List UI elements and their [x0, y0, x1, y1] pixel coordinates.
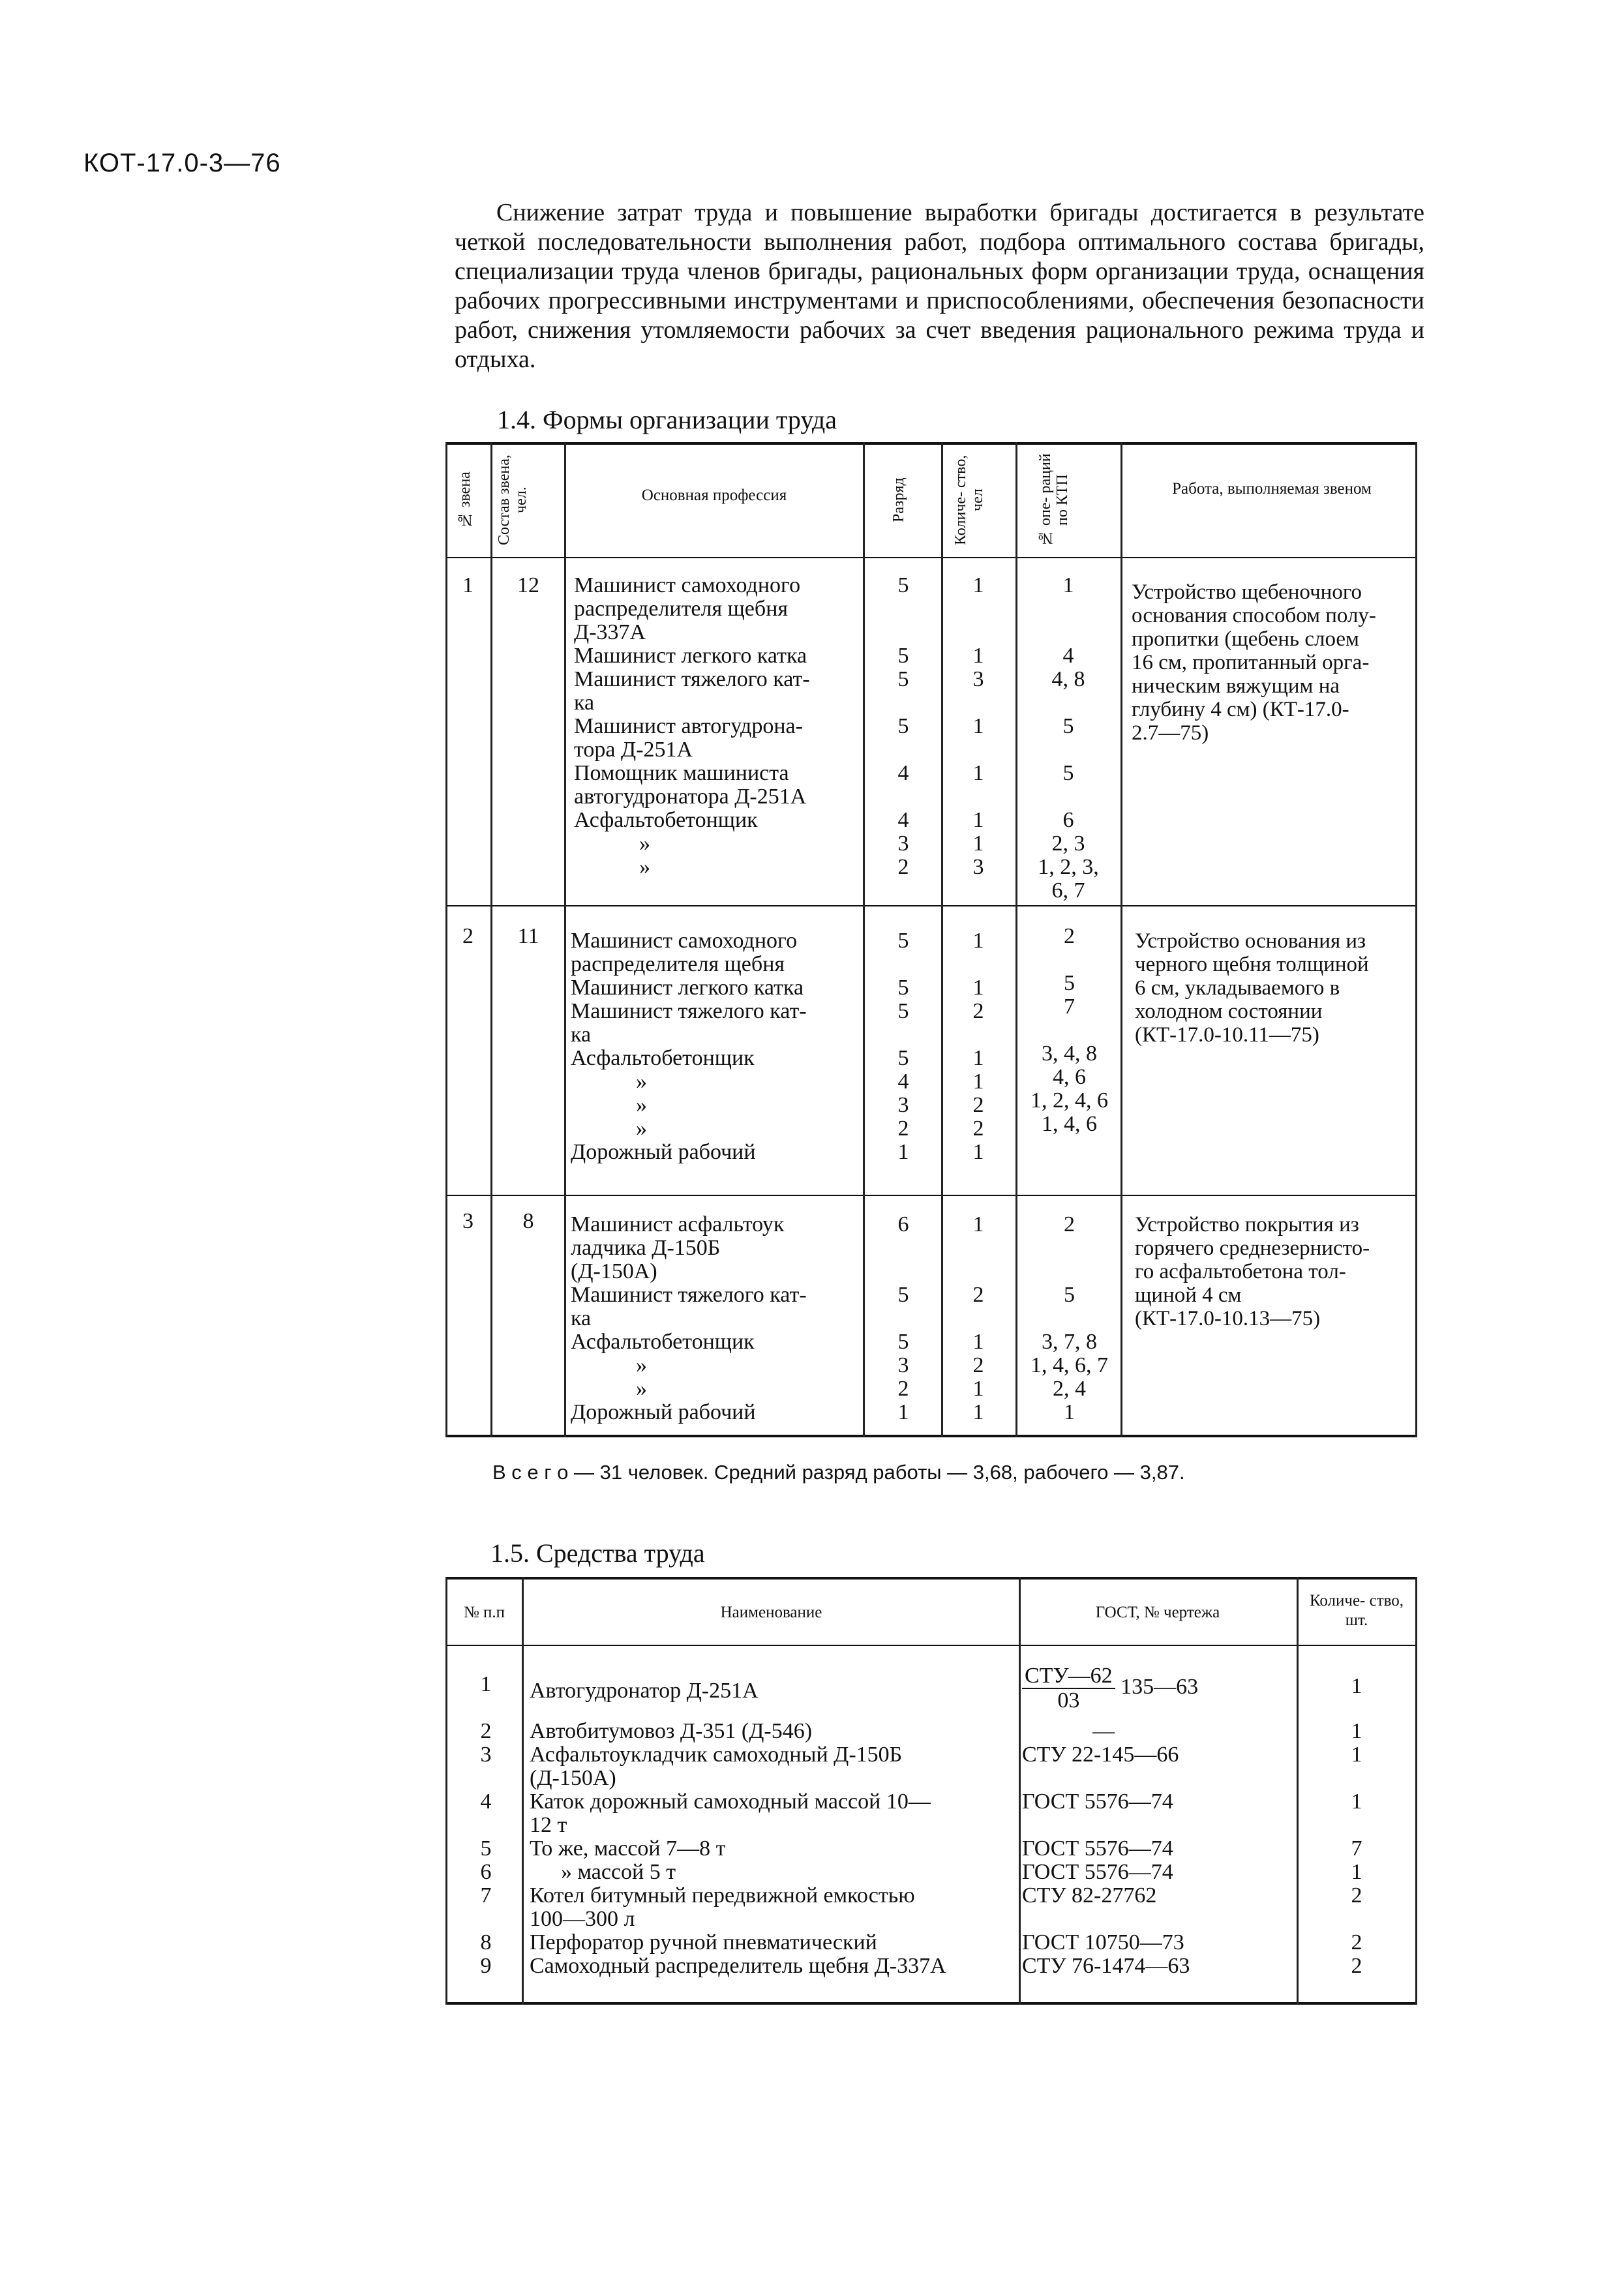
column-border — [1297, 1577, 1299, 2005]
table-row-name: Самоходный распределитель щебня Д-337А — [530, 1954, 946, 1978]
table-row-no: 6 — [480, 1860, 492, 1884]
table-row-gost: ГОСТ 5576—74 — [1022, 1836, 1173, 1861]
group-work-description: Устройство покрытия из горячего среднезернисто- го асфальтобетона тол- щиной 4 см (КТ-17.0-10.13—75) — [1135, 1213, 1370, 1330]
column-border — [445, 442, 447, 1437]
column-border — [941, 442, 943, 1437]
table-row-count: 1 — [1351, 1719, 1362, 1743]
group-operations: 1 4 4, 8 5 5 6 2, 3 1, 2, 3, 6, 7 — [1038, 573, 1099, 903]
header-bottom-rule — [445, 1645, 1417, 1646]
column-border — [1015, 442, 1017, 1437]
table-top-rule — [445, 442, 1417, 445]
group-work-description: Устройство щебеночного основания способом полу- пропитки (щебень слоем 16 см, пропитанный орга- ническим вяжущим на глубину 4 см) (КТ-17.0- 2.7—75) — [1132, 580, 1376, 745]
header-operations: № опе- раций по КТП — [1037, 453, 1071, 547]
table-row-gost: $\frac{\text{СТУ—62}}{03}$ 135—63 — [1022, 1664, 1293, 1713]
column-border — [490, 442, 492, 1437]
group-grades: 6 5 5 3 2 1 — [897, 1212, 909, 1424]
header-count: Количе- ство, шт. — [1309, 1592, 1404, 1629]
total-summary: В с е г о — 31 человек. Средний разряд работы — 3,68, рабочего — 3,87. — [492, 1461, 1185, 1484]
column-border — [445, 1577, 447, 2005]
document-code: КОТ-17.0-3—76 — [83, 149, 281, 177]
column-border — [522, 1577, 524, 2005]
table-row-no: 7 — [480, 1883, 492, 1908]
group-operations: 2 5 3, 7, 8 1, 4, 6, 7 2, 4 1 — [1030, 1212, 1108, 1424]
table-row-name: » массой 5 т — [561, 1860, 676, 1884]
column-border — [1415, 442, 1417, 1437]
table-row-name: Котел битумный передвижной емкостью 100—300 л — [530, 1883, 915, 1931]
table-row-name: Автогудронатор Д-251А — [530, 1679, 759, 1703]
table-row-name: То же, массой 7—8 т — [530, 1836, 726, 1861]
group-professions: Машинист самоходного распределителя щебня Машинист легкого катка Машинист тяжелого кат- ка Асфальтобетонщик » » » Дорожный рабочий — [571, 929, 807, 1164]
table-row-no: 5 — [480, 1836, 492, 1861]
group-counts: 1 1 2 1 1 2 2 1 — [972, 929, 984, 1164]
header-item-no: № п.п — [463, 1604, 505, 1621]
group-size: 12 — [517, 573, 539, 597]
table-row-no: 2 — [480, 1719, 492, 1743]
table-row-gost: СТУ 82-27762 — [1022, 1883, 1157, 1908]
group-counts: 1 1 3 1 1 1 1 3 — [972, 573, 984, 879]
group-number: 1 — [462, 573, 474, 597]
header-sostav: Состав звена, чел. — [496, 455, 530, 546]
group-size: 8 — [522, 1209, 534, 1233]
column-border — [1019, 1577, 1021, 2005]
table-row-gost: СТУ 22-145—66 — [1022, 1743, 1179, 1767]
column-border — [1415, 1577, 1417, 2005]
group-professions: Машинист асфальтоук ладчика Д-150Б (Д-150А) Машинист тяжелого кат- ка Асфальтобетонщик » » Дорожный рабочий — [571, 1212, 807, 1424]
table-row-gost: СТУ 76-1474—63 — [1022, 1954, 1190, 1978]
table-row-no: 4 — [480, 1789, 492, 1814]
group-operations: 2 5 7 3, 4, 8 4, 6 1, 2, 4, 6 1, 4, 6 — [1030, 924, 1108, 1136]
table-row-no: 9 — [480, 1954, 492, 1978]
intro-paragraph: Снижение затрат труда и повышение выработки бригады достигается в результате четкой последовательности выполнения работ, подбора оптимального состава бригады, специализации труда членов бригады, рациональных форм организации труда, оснащения рабочих прогрессивными инструментами и приспособлениями, обеспечения безопасности работ, снижения утомляемости рабочих за счет введения рационального режима труда и отдыха. — [455, 199, 1424, 373]
group-grades: 5 5 5 5 4 3 2 1 — [897, 929, 909, 1164]
table-row-name: Перфоратор ручной пневматический — [530, 1930, 877, 1954]
table-row-count: 2 — [1351, 1930, 1362, 1954]
header-gost: ГОСТ, № чертежа — [1095, 1604, 1220, 1621]
table-bottom-rule — [445, 1435, 1417, 1437]
section-title-labor-forms: 1.4. Формы организации труда — [497, 405, 837, 434]
table-bottom-rule — [445, 2002, 1417, 2005]
table-row-gost: — — [1092, 1719, 1115, 1743]
group-counts: 1 2 1 2 1 1 — [972, 1212, 984, 1424]
column-border — [564, 442, 566, 1437]
group-work-description: Устройство основания из черного щебня толщиной 6 см, укладываемого в холодном состоянии (КТ-17.0-10.11—75) — [1135, 929, 1369, 1047]
table-row-count: 1 — [1351, 1674, 1362, 1698]
header-razryad: Разряд — [890, 477, 907, 523]
column-border — [1120, 442, 1122, 1437]
table-row-name: Каток дорожный самоходный массой 10— 12 т — [530, 1789, 931, 1837]
group-divider — [445, 905, 1417, 906]
table-row-no: 8 — [480, 1930, 492, 1954]
table-row-count: 1 — [1351, 1860, 1362, 1884]
table-row-name: Асфальтоукладчик самоходный Д-150Б (Д-150А) — [530, 1743, 903, 1790]
header-name: Наименование — [720, 1604, 822, 1621]
header-quantity: Количе- ство, чел — [952, 455, 986, 546]
table-row-gost: ГОСТ 10750—73 — [1022, 1930, 1184, 1954]
table-row-name: Автобитумовоз Д-351 (Д-546) — [530, 1719, 813, 1743]
table-row-count: 2 — [1351, 1883, 1362, 1908]
header-profession: Основная профессия — [641, 487, 787, 504]
table-row-no: 3 — [480, 1743, 492, 1767]
table-row-count: 2 — [1351, 1954, 1362, 1978]
column-border — [863, 442, 865, 1437]
group-professions: Машинист самоходного распределителя щебня Д-337А Машинист легкого катка Машинист тяжелого кат- ка Машинист автогудрона- тора Д-251А Помощник машиниста автогудронатора Д-251А Асфальтобетонщик » » — [574, 573, 810, 879]
table-row-no: 1 — [480, 1672, 492, 1696]
table-row-count: 7 — [1351, 1836, 1362, 1861]
section-title-labor-tools: 1.5. Средства труда — [490, 1538, 705, 1568]
table-row-gost: ГОСТ 5576—74 — [1022, 1789, 1173, 1814]
group-size: 11 — [517, 924, 539, 948]
header-work: Работа, выполняемая звеном — [1172, 480, 1372, 498]
group-number: 3 — [462, 1209, 474, 1233]
header-bottom-rule — [445, 557, 1417, 558]
table-row-count: 1 — [1351, 1789, 1362, 1814]
header-zveno: № звена — [457, 472, 474, 529]
group-number: 2 — [462, 924, 474, 948]
table-row-count: 1 — [1351, 1743, 1362, 1767]
table-row-gost: ГОСТ 5576—74 — [1022, 1860, 1173, 1884]
group-divider — [445, 1195, 1417, 1196]
group-grades: 5 5 5 5 4 4 3 2 — [897, 573, 909, 879]
table-top-rule — [445, 1577, 1417, 1580]
